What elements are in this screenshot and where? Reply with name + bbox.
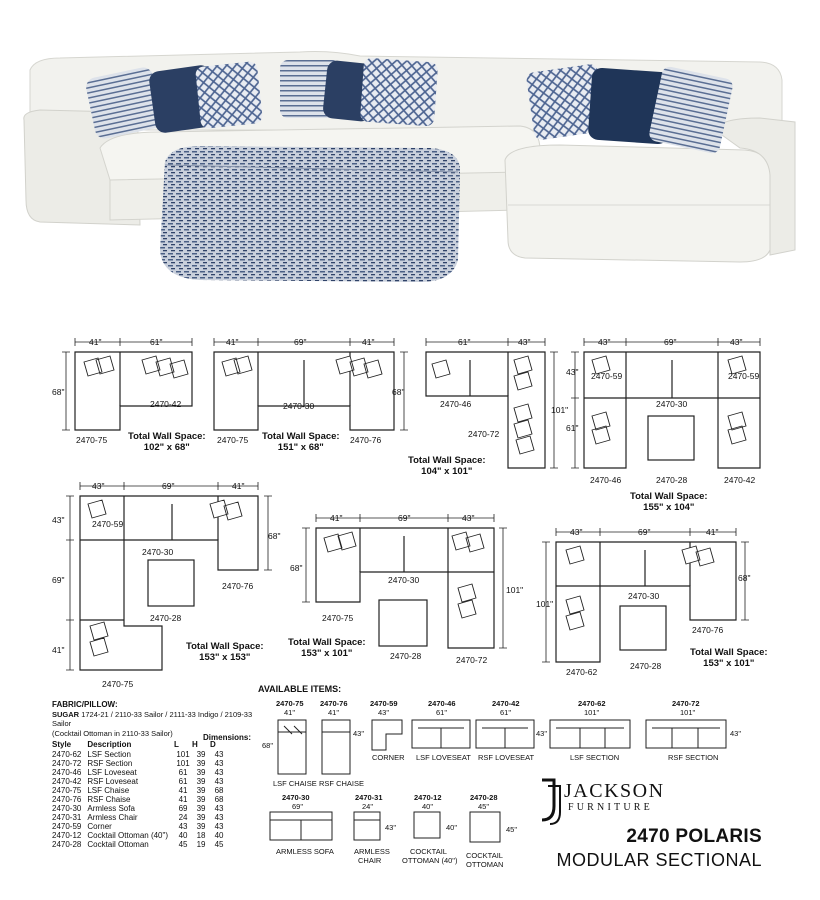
spec-h: 39 — [196, 813, 206, 823]
spec-l: 69 — [178, 803, 188, 813]
spec-desc: Armless Chair — [87, 813, 138, 823]
item-30-code: 2470-30 — [282, 793, 310, 802]
spec-desc: RSF Chaise — [87, 794, 131, 804]
p2-w1: 41" — [226, 337, 239, 347]
spec-style: 2470-75 — [52, 785, 82, 795]
p7-l3: 2470-62 — [566, 667, 598, 677]
spec-h: 39 — [196, 785, 206, 795]
spec-style: 2470-42 — [52, 776, 82, 786]
spec-l: 101 — [176, 749, 190, 759]
spec-l: 40 — [178, 831, 188, 841]
item-12-name1: COCKTAIL — [410, 847, 447, 856]
item-62-w: 101" — [584, 708, 600, 717]
p3-w1: 61" — [458, 337, 471, 347]
spec-l: 41 — [178, 785, 188, 795]
spec-style: 2470-12 — [52, 831, 82, 841]
p3-w2: 43" — [518, 337, 531, 347]
spec-h: 39 — [196, 758, 206, 768]
p2-w3: 41" — [362, 337, 375, 347]
spec-style: 2470-72 — [52, 758, 82, 768]
spec-head-h: H — [192, 740, 198, 749]
spec-style: 2470-76 — [52, 794, 82, 804]
spec-l: 61 — [178, 776, 188, 786]
spec-head-style: Style — [52, 740, 72, 749]
spec-row — [52, 813, 228, 822]
spec-h: 39 — [196, 749, 206, 759]
spec-l: 43 — [178, 822, 188, 832]
item-28-name2: OTTOMAN — [466, 860, 504, 869]
spec-desc: LSF Loveseat — [87, 767, 137, 777]
item-76-name: RSF CHAISE — [319, 779, 365, 788]
spec-h: 39 — [196, 794, 206, 804]
p3-l1: 2470-46 — [440, 399, 472, 409]
p5-hr: 68" — [268, 531, 281, 541]
sectional-photo — [0, 0, 820, 300]
p6-w1: 41" — [330, 513, 343, 523]
spec-desc: Cocktail Ottoman (40") — [87, 831, 169, 841]
p7-l4: 2470-28 — [630, 661, 662, 671]
spec-l: 61 — [178, 767, 188, 777]
item-75-name: LSF CHAISE — [273, 779, 317, 788]
p4-l2: 2470-59 — [728, 371, 760, 381]
item-59-code: 2470-59 — [370, 699, 398, 708]
product-subtitle: MODULAR SECTIONAL — [556, 850, 762, 870]
item-31-name1: ARMLESS — [354, 847, 390, 856]
item-31-w: 24" — [362, 802, 374, 811]
item-side-40: 40" — [446, 823, 458, 832]
spec-style: 2470-46 — [52, 767, 82, 777]
spec-d: 43 — [214, 776, 224, 786]
fabric-note: (Cocktail Ottoman in 2110-33 Sailor) — [52, 728, 173, 738]
spec-d: 43 — [214, 767, 224, 777]
spec-l: 24 — [178, 813, 188, 823]
item-side-45: 45" — [506, 825, 518, 834]
p5-l5: 2470-75 — [102, 679, 134, 689]
item-42-code: 2470-42 — [492, 699, 520, 708]
p1-w1: 41" — [89, 337, 102, 347]
spec-style: 2470-62 — [52, 749, 82, 759]
spec-d: 68 — [214, 785, 224, 795]
p2-l3: 2470-76 — [350, 435, 382, 445]
item-62-name: LSF SECTION — [570, 753, 620, 762]
p4-l6: 2470-42 — [724, 475, 756, 485]
p4-l1: 2470-59 — [591, 371, 623, 381]
spec-h: 39 — [196, 822, 206, 832]
p5-l4: 2470-76 — [222, 581, 254, 591]
p5-w2: 69" — [162, 481, 175, 491]
spec-l: 41 — [178, 794, 188, 804]
spec-row — [52, 795, 228, 804]
p5-l2: 2470-30 — [142, 547, 174, 557]
p7-l2: 2470-76 — [692, 625, 724, 635]
p7-hl: 101" — [536, 599, 554, 609]
item-28-code: 2470-28 — [470, 793, 498, 802]
spec-style: 2470-59 — [52, 822, 82, 832]
p1-w2: 61" — [150, 337, 163, 347]
spec-desc: Armless Sofa — [87, 803, 135, 813]
product-name: 2470 POLARIS — [626, 826, 762, 847]
brand-logo — [540, 776, 690, 831]
p2-w2: 69" — [294, 337, 307, 347]
spec-d: 68 — [214, 794, 224, 804]
p5-l3: 2470-28 — [150, 613, 182, 623]
item-42-name: RSF LOVESEAT — [478, 753, 535, 762]
spec-row — [52, 831, 228, 840]
p4-total: Total Wall Space: 155" x 104" — [630, 491, 708, 513]
p5-hl2: 69" — [52, 575, 65, 585]
spec-style: 2470-28 — [52, 840, 82, 850]
spec-row — [52, 840, 228, 849]
item-side-68: 68" — [262, 741, 274, 750]
item-46-w: 61" — [436, 708, 448, 717]
product-title — [556, 826, 762, 871]
p7-w1: 43" — [570, 527, 583, 537]
p6-hl: 68" — [290, 563, 303, 573]
spec-row — [52, 786, 228, 795]
fabric-heading: FABRIC/PILLOW: — [52, 700, 118, 709]
p4-l3: 2470-30 — [656, 399, 688, 409]
p6-w2: 69" — [398, 513, 411, 523]
item-side-43a: 43" — [353, 729, 365, 738]
p5-w1: 43" — [92, 481, 105, 491]
item-28-w: 45" — [478, 802, 490, 811]
spec-desc: Cocktail Ottoman — [87, 840, 149, 850]
p6-w3: 43" — [462, 513, 475, 523]
fabric-main: SUGAR — [52, 710, 80, 719]
p4-l5: 2470-46 — [590, 475, 622, 485]
p6-l3: 2470-28 — [390, 651, 422, 661]
item-30-name: ARMLESS SOFA — [276, 847, 334, 856]
item-46-code: 2470-46 — [428, 699, 456, 708]
item-62-code: 2470-62 — [578, 699, 606, 708]
p1-h: 68" — [52, 387, 65, 397]
p7-hr: 68" — [738, 573, 751, 583]
p2-total: Total Wall Space: 151" x 68" — [262, 431, 340, 453]
spec-d: 43 — [214, 813, 224, 823]
spec-d: 43 — [214, 758, 224, 768]
p4-w3: 43" — [730, 337, 743, 347]
spec-desc: RSF Loveseat — [87, 776, 139, 786]
p5-hl1: 43" — [52, 515, 65, 525]
p5-hl3: 41" — [52, 645, 65, 655]
p5-total: Total Wall Space: 153" x 153" — [186, 641, 264, 663]
p6-l2: 2470-75 — [322, 613, 354, 623]
spec-d: 43 — [214, 822, 224, 832]
p6-total: Total Wall Space: 153" x 101" — [288, 637, 366, 659]
item-75-code: 2470-75 — [276, 699, 304, 708]
p4-w1: 43" — [598, 337, 611, 347]
p4-hr: 61" — [566, 423, 579, 433]
item-side-43b: 43" — [536, 729, 548, 738]
p2-h: 68" — [392, 387, 405, 397]
item-31-name2: CHAIR — [358, 856, 382, 865]
spec-head-desc: Description — [87, 740, 132, 749]
item-12-name2: OTTOMAN (40") — [402, 856, 458, 865]
spec-style: 2470-30 — [52, 803, 82, 813]
item-72-code: 2470-72 — [672, 699, 700, 708]
p2-l2: 2470-75 — [217, 435, 249, 445]
spec-head-l: L — [174, 740, 179, 749]
spec-desc: Corner — [87, 822, 112, 832]
spec-row — [52, 804, 228, 813]
p6-hr: 101" — [506, 585, 524, 595]
spec-d: 43 — [214, 803, 224, 813]
item-75-w: 41" — [284, 708, 296, 717]
spec-h: 19 — [196, 840, 206, 850]
spec-table — [52, 741, 228, 849]
brand-sub: FURNITURE — [568, 802, 653, 813]
spec-head-d: D — [210, 740, 216, 749]
spec-row — [52, 759, 228, 768]
spec-desc: LSF Section — [87, 749, 131, 759]
spec-row — [52, 822, 228, 831]
p6-l4: 2470-72 — [456, 655, 488, 665]
spec-row — [52, 768, 228, 777]
p6-l1: 2470-30 — [388, 575, 420, 585]
brand-name: JACKSON — [564, 780, 665, 802]
item-76-code: 2470-76 — [320, 699, 348, 708]
item-59-w: 43" — [378, 708, 390, 717]
p5-w3: 41" — [232, 481, 245, 491]
item-30-w: 69" — [292, 802, 304, 811]
item-72-name: RSF SECTION — [668, 753, 719, 762]
spec-h: 39 — [196, 776, 206, 786]
spec-row — [52, 777, 228, 786]
item-12-code: 2470-12 — [414, 793, 442, 802]
spec-style: 2470-31 — [52, 813, 82, 823]
item-46-name: LSF LOVESEAT — [416, 753, 471, 762]
spec-h: 18 — [196, 831, 206, 841]
available-items-title: AVAILABLE ITEMS: — [258, 684, 342, 694]
item-28-name1: COCKTAIL — [466, 851, 503, 860]
p5-l1: 2470-59 — [92, 519, 124, 529]
item-72-w: 101" — [680, 708, 696, 717]
p2-l1: 2470-30 — [283, 401, 315, 411]
item-76-w: 41" — [328, 708, 340, 717]
fabric-codes: 1724-21 / 2110-33 Sailor / 2111-33 Indigo / 2109-33 Sailor — [52, 710, 253, 729]
p4-l4: 2470-28 — [656, 475, 688, 485]
p1-total: Total Wall Space: 102" x 68" — [128, 431, 206, 453]
item-31-code: 2470-31 — [355, 793, 383, 802]
p4-hl: 43" — [566, 367, 579, 377]
spec-h: 39 — [196, 803, 206, 813]
item-side-43d: 43" — [385, 823, 397, 832]
spec-desc: RSF Section — [87, 758, 133, 768]
p1-l2: 2470-75 — [76, 435, 108, 445]
spec-h: 39 — [196, 767, 206, 777]
p7-w2: 69" — [638, 527, 651, 537]
p7-total: Total Wall Space: 153" x 101" — [690, 647, 768, 669]
p3-h: 101" — [551, 405, 569, 415]
p7-w3: 41" — [706, 527, 719, 537]
item-12-w: 40" — [422, 802, 434, 811]
spec-row — [52, 750, 228, 759]
spec-l: 101 — [176, 758, 190, 768]
p3-l2: 2470-72 — [468, 429, 500, 439]
item-side-43c: 43" — [730, 729, 742, 738]
p7-l1: 2470-30 — [628, 591, 660, 601]
spec-d: 45 — [214, 840, 224, 850]
p3-total: Total Wall Space: 104" x 101" — [408, 455, 486, 477]
item-59-name: CORNER — [372, 753, 405, 762]
p1-l1: 2470-42 — [150, 399, 182, 409]
spec-d: 43 — [214, 749, 224, 759]
p4-w2: 69" — [664, 337, 677, 347]
item-42-w: 61" — [500, 708, 512, 717]
spec-desc: LSF Chaise — [87, 785, 130, 795]
spec-d: 40 — [214, 831, 224, 841]
spec-l: 45 — [178, 840, 188, 850]
dimensions-label: Dimensions: — [203, 733, 252, 742]
